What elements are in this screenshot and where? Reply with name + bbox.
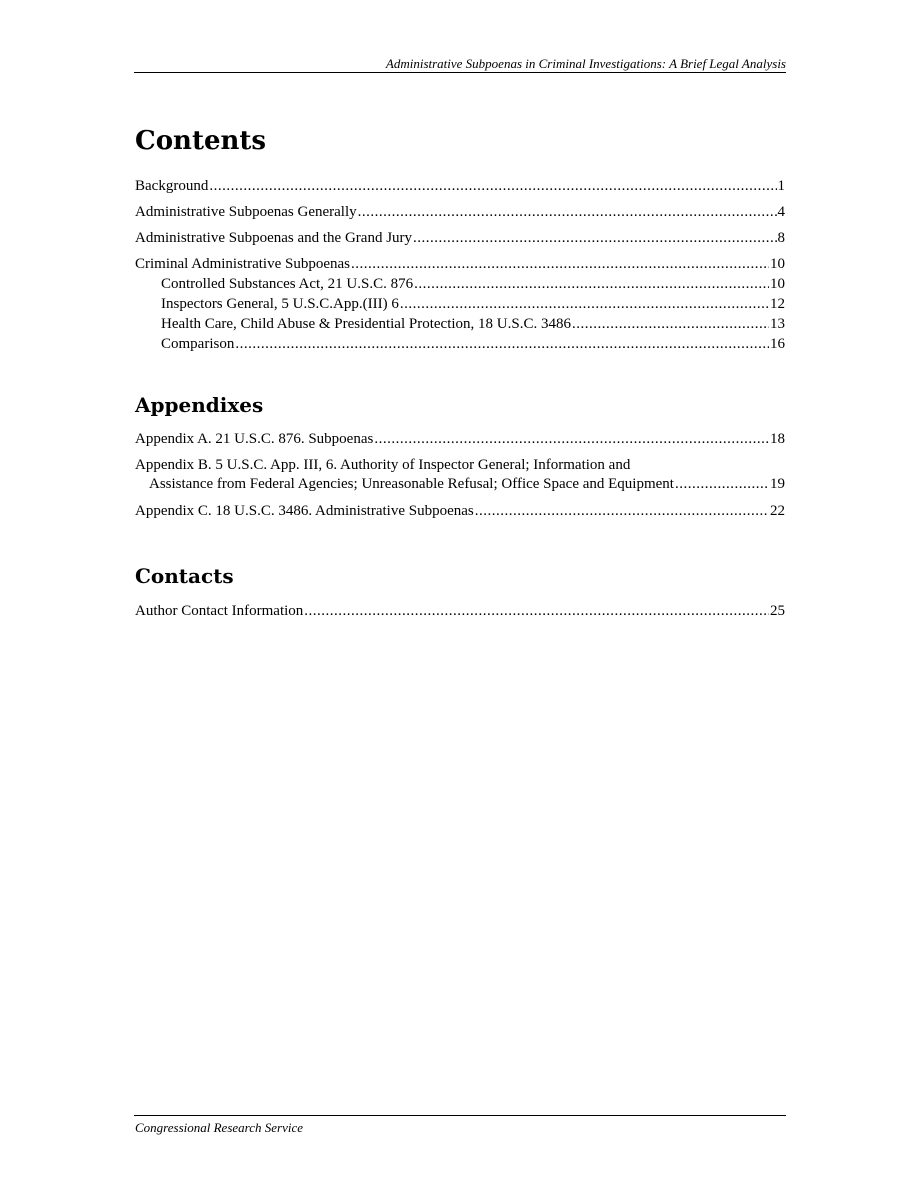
toc-label[interactable]: Administrative Subpoenas and the Grand Jury xyxy=(135,230,413,246)
toc-entry-administrative-subpoenas-grand-jury[interactable] xyxy=(135,229,785,248)
appendixes-heading: Appendixes xyxy=(135,393,264,417)
toc-entry-administrative-subpoenas-generally[interactable] xyxy=(135,203,785,222)
toc-page-number: 1 xyxy=(777,178,785,194)
toc-label[interactable]: Comparison xyxy=(161,336,235,352)
dot-leader xyxy=(475,502,769,521)
toc-label[interactable]: Appendix A. 21 U.S.C. 876. Subpoenas xyxy=(135,431,374,447)
toc-entry-appendix-a[interactable] xyxy=(135,430,785,449)
toc-label-line-1[interactable]: Appendix B. 5 U.S.C. App. III, 6. Authority of Inspector General; Information and xyxy=(135,457,631,473)
toc-label[interactable]: Author Contact Information xyxy=(135,603,304,619)
footer-divider xyxy=(134,1115,786,1116)
toc-entry-controlled-substances-act[interactable] xyxy=(161,275,785,294)
toc-entry-appendix-c[interactable] xyxy=(135,502,785,521)
toc-page-number: 22 xyxy=(770,503,785,519)
dot-leader xyxy=(209,177,776,196)
toc-label[interactable]: Background xyxy=(135,178,209,194)
header-divider xyxy=(134,72,786,73)
toc-page-number: 19 xyxy=(770,476,785,492)
toc-entry-criminal-administrative-subpoenas[interactable] xyxy=(135,255,785,274)
dot-leader xyxy=(400,295,769,314)
toc-label[interactable]: Health Care, Child Abuse & Presidential Protection, 18 U.S.C. 3486 xyxy=(161,316,571,332)
toc-entry-inspectors-general[interactable] xyxy=(161,295,785,314)
dot-leader xyxy=(358,203,777,222)
toc-page-number: 18 xyxy=(770,431,785,447)
dot-leader xyxy=(351,255,769,274)
toc-page-number: 25 xyxy=(770,603,785,619)
toc-page-number: 10 xyxy=(770,256,785,272)
toc-label[interactable]: Criminal Administrative Subpoenas xyxy=(135,256,350,272)
contacts-heading: Contacts xyxy=(135,564,234,588)
toc-page-number: 10 xyxy=(770,276,785,292)
toc-label[interactable]: Inspectors General, 5 U.S.C.App.(III) 6 xyxy=(161,296,399,312)
dot-leader xyxy=(413,229,776,248)
dot-leader xyxy=(675,475,769,494)
toc-entry-appendix-b[interactable] xyxy=(135,456,785,494)
toc-entry-health-care-child-abuse[interactable] xyxy=(161,315,785,334)
contents-heading: Contents xyxy=(135,126,267,156)
toc-entry-author-contact-information[interactable] xyxy=(135,602,785,621)
toc-entry-background[interactable] xyxy=(135,177,785,196)
toc-label-line-2[interactable]: Assistance from Federal Agencies; Unreasonable Refusal; Office Space and Equipment xyxy=(149,476,674,492)
dot-leader xyxy=(414,275,769,294)
toc-label[interactable]: Appendix C. 18 U.S.C. 3486. Administrative Subpoenas xyxy=(135,503,474,519)
toc-label[interactable]: Administrative Subpoenas Generally xyxy=(135,204,357,220)
running-header: Administrative Subpoenas in Criminal Investigations: A Brief Legal Analysis xyxy=(385,56,786,71)
dot-leader xyxy=(374,430,769,449)
toc-page-number: 4 xyxy=(777,204,785,220)
toc-entry-comparison[interactable] xyxy=(161,335,785,354)
dot-leader xyxy=(235,335,769,354)
running-footer: Congressional Research Service xyxy=(135,1120,303,1135)
toc-page-number: 12 xyxy=(770,296,785,312)
toc-page-number: 13 xyxy=(770,316,785,332)
toc-label[interactable]: Controlled Substances Act, 21 U.S.C. 876 xyxy=(161,276,414,292)
dot-leader xyxy=(304,602,769,621)
dot-leader xyxy=(572,315,769,334)
toc-page-number: 16 xyxy=(770,336,785,352)
toc-page-number: 8 xyxy=(777,230,785,246)
